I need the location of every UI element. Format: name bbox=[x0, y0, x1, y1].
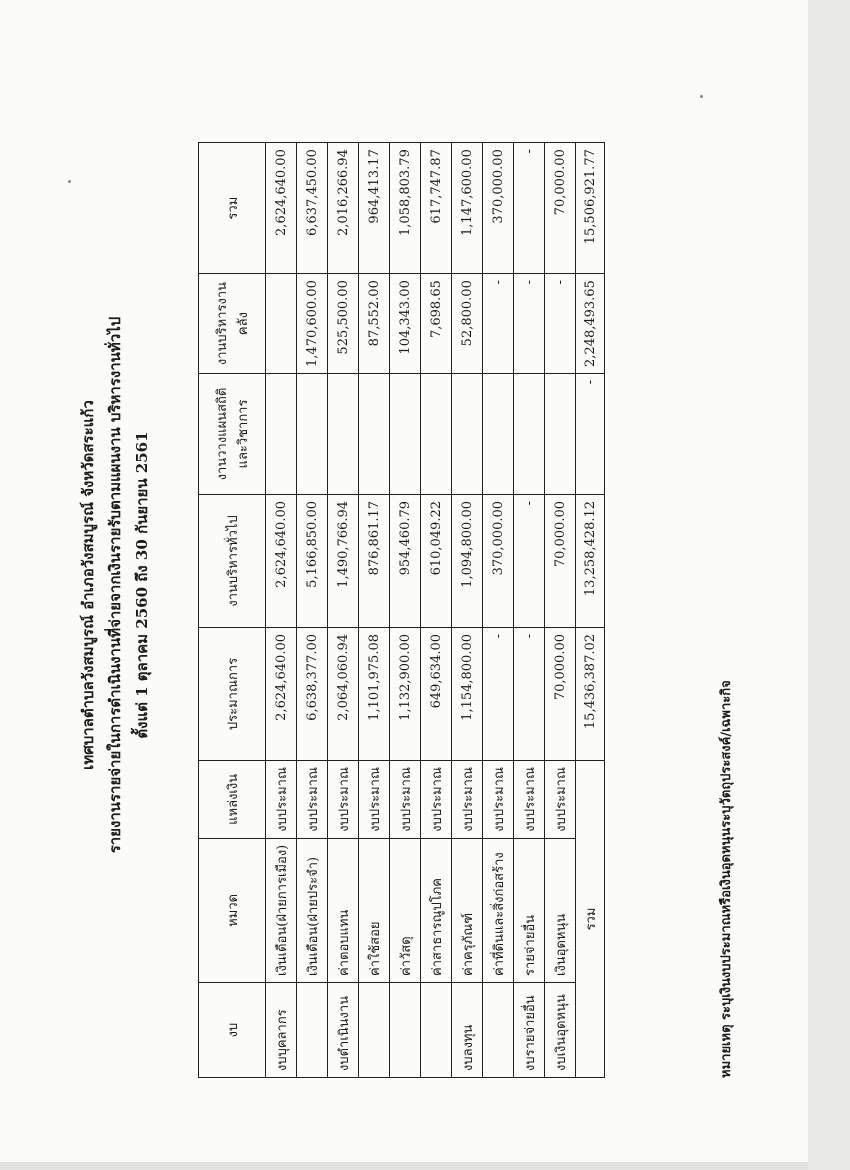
cell-total: - bbox=[514, 143, 545, 274]
cell-budget-type bbox=[297, 983, 328, 1078]
table-row bbox=[421, 143, 452, 1078]
cell-estimate: 6,638,377.00 bbox=[297, 627, 328, 760]
cell-source: งบประมาณ bbox=[514, 760, 545, 838]
cell-category: เงินเดือน(ฝ่ายการเมือง) bbox=[266, 838, 297, 982]
total-general-admin: 13,258,428.12 bbox=[576, 494, 605, 627]
cell-general-admin: 370,000.00 bbox=[483, 494, 514, 627]
cell-planning bbox=[514, 373, 545, 494]
report-title: รายงานรายจ่ายในการดำเนินงานที่จ่ายจากเงินรายรับตามแผนงาน บริหารงานทั่วไป bbox=[106, 316, 124, 854]
cell-general-admin: 2,624,640.00 bbox=[266, 494, 297, 627]
header-category: หมวด bbox=[199, 838, 266, 982]
footnote: หมายเหตุ ระบุเงินงบประมาณหรือเงินอุดหนุนระบุวัตถุประสงค์/เฉพาะกิจ bbox=[719, 680, 734, 1078]
cell-budget-type: งบรายจ่ายอื่น bbox=[514, 983, 545, 1078]
total-finance: 2,248,493.65 bbox=[576, 274, 605, 374]
cell-budget-type bbox=[359, 983, 390, 1078]
cell-planning bbox=[266, 373, 297, 494]
cell-source: งบประมาณ bbox=[483, 760, 514, 838]
total-estimate: 15,436,387.02 bbox=[576, 627, 605, 760]
report-period: ตั้งแต่ 1 ตุลาคม 2560 ถึง 30 กันยายน 2561 bbox=[133, 431, 151, 739]
report-org-title: เทศบาลตำบลวังสมบูรณ์ อำเภอวังสมบูรณ์ จังหวัดสระแก้ว bbox=[79, 400, 97, 770]
header-budget-type: งบ bbox=[199, 983, 266, 1078]
cell-finance: 104,343.00 bbox=[390, 274, 421, 374]
header-estimate: ประมาณการ bbox=[199, 627, 266, 760]
total-planning: - bbox=[576, 373, 605, 494]
cell-budget-type: งบบุคลากร bbox=[266, 983, 297, 1078]
table-row bbox=[452, 143, 483, 1078]
header-planning: งานวางแผนสถิติและวิชาการ bbox=[199, 373, 266, 494]
cell-category: เงินเดือน(ฝ่ายประจำ) bbox=[297, 838, 328, 982]
table-row bbox=[328, 143, 359, 1078]
cell-finance: 7,698.65 bbox=[421, 274, 452, 374]
cell-source: งบประมาณ bbox=[297, 760, 328, 838]
cell-estimate: - bbox=[483, 627, 514, 760]
table-row bbox=[390, 143, 421, 1078]
cell-category: ค่าที่ดินและสิ่งก่อสร้าง bbox=[483, 838, 514, 982]
header-general-admin: งานบริหารทั่วไป bbox=[199, 494, 266, 627]
table-row bbox=[545, 143, 576, 1078]
cell-total: 70,000.00 bbox=[545, 143, 576, 274]
cell-budget-type bbox=[390, 983, 421, 1078]
cell-source: งบประมาณ bbox=[545, 760, 576, 838]
cell-total: 1,147,600.00 bbox=[452, 143, 483, 274]
cell-source: งบประมาณ bbox=[328, 760, 359, 838]
cell-finance: 525,500.00 bbox=[328, 274, 359, 374]
cell-source: งบประมาณ bbox=[452, 760, 483, 838]
cell-general-admin: 610,049.22 bbox=[421, 494, 452, 627]
header-total: รวม bbox=[199, 143, 266, 274]
cell-general-admin: 876,861.17 bbox=[359, 494, 390, 627]
cell-finance: - bbox=[483, 274, 514, 374]
table-row bbox=[266, 143, 297, 1078]
header-source: แหล่งเงิน bbox=[199, 760, 266, 838]
cell-finance bbox=[266, 274, 297, 374]
cell-general-admin: 954,460.79 bbox=[390, 494, 421, 627]
cell-total: 6,637,450.00 bbox=[297, 143, 328, 274]
cell-estimate: 1,154,800.00 bbox=[452, 627, 483, 760]
table-total-row bbox=[576, 143, 605, 1078]
cell-planning bbox=[421, 373, 452, 494]
expense-table bbox=[198, 142, 605, 1078]
cell-general-admin: 5,166,850.00 bbox=[297, 494, 328, 627]
cell-total: 1,058,803.79 bbox=[390, 143, 421, 274]
total-label: รวม bbox=[576, 760, 605, 1077]
cell-category: รายจ่ายอื่น bbox=[514, 838, 545, 982]
cell-total: 964,413.17 bbox=[359, 143, 390, 274]
cell-planning bbox=[483, 373, 514, 494]
cell-finance: - bbox=[514, 274, 545, 374]
cell-estimate: 2,624,640.00 bbox=[266, 627, 297, 760]
cell-general-admin: 1,490,766.94 bbox=[328, 494, 359, 627]
cell-budget-type bbox=[483, 983, 514, 1078]
cell-total: 617,747.87 bbox=[421, 143, 452, 274]
table-row bbox=[483, 143, 514, 1078]
cell-planning bbox=[359, 373, 390, 494]
cell-planning bbox=[390, 373, 421, 494]
cell-finance: 52,800.00 bbox=[452, 274, 483, 374]
total-grand: 15,506,921.77 bbox=[576, 143, 605, 274]
cell-total: 2,624,640.00 bbox=[266, 143, 297, 274]
cell-source: งบประมาณ bbox=[421, 760, 452, 838]
cell-budget-type: งบลงทุน bbox=[452, 983, 483, 1078]
cell-category: ค่าครุภัณฑ์ bbox=[452, 838, 483, 982]
cell-budget-type: งบดำเนินงาน bbox=[328, 983, 359, 1078]
cell-estimate: 2,064,060.94 bbox=[328, 627, 359, 760]
cell-category: ค่าวัสดุ bbox=[390, 838, 421, 982]
table-body bbox=[266, 143, 605, 1078]
cell-finance: 87,552.00 bbox=[359, 274, 390, 374]
cell-category: ค่าตอบแทน bbox=[328, 838, 359, 982]
cell-estimate: 1,132,900.00 bbox=[390, 627, 421, 760]
cell-general-admin: 1,094,800.00 bbox=[452, 494, 483, 627]
cell-planning bbox=[545, 373, 576, 494]
header-finance: งานบริหารงานคลัง bbox=[199, 274, 266, 374]
cell-category: ค่าใช้สอย bbox=[359, 838, 390, 982]
table-row bbox=[359, 143, 390, 1078]
table-header-row bbox=[199, 143, 266, 1078]
cell-estimate: 70,000.00 bbox=[545, 627, 576, 760]
cell-budget-type bbox=[421, 983, 452, 1078]
cell-estimate: 1,101,975.08 bbox=[359, 627, 390, 760]
cell-general-admin: 70,000.00 bbox=[545, 494, 576, 627]
cell-estimate: 649,634.00 bbox=[421, 627, 452, 760]
cell-finance: 1,470,600.00 bbox=[297, 274, 328, 374]
cell-source: งบประมาณ bbox=[390, 760, 421, 838]
cell-source: งบประมาณ bbox=[359, 760, 390, 838]
table-row bbox=[514, 143, 545, 1078]
cell-source: งบประมาณ bbox=[266, 760, 297, 838]
cell-total: 2,016,266.94 bbox=[328, 143, 359, 274]
cell-estimate: - bbox=[514, 627, 545, 760]
cell-planning bbox=[452, 373, 483, 494]
cell-general-admin: - bbox=[514, 494, 545, 627]
cell-category: ค่าสาธารณูปโภค bbox=[421, 838, 452, 982]
cell-category: เงินอุดหนุน bbox=[545, 838, 576, 982]
cell-planning bbox=[328, 373, 359, 494]
cell-total: 370,000.00 bbox=[483, 143, 514, 274]
cell-finance: - bbox=[545, 274, 576, 374]
table-row bbox=[297, 143, 328, 1078]
cell-planning bbox=[297, 373, 328, 494]
cell-budget-type: งบเงินอุดหนุน bbox=[545, 983, 576, 1078]
